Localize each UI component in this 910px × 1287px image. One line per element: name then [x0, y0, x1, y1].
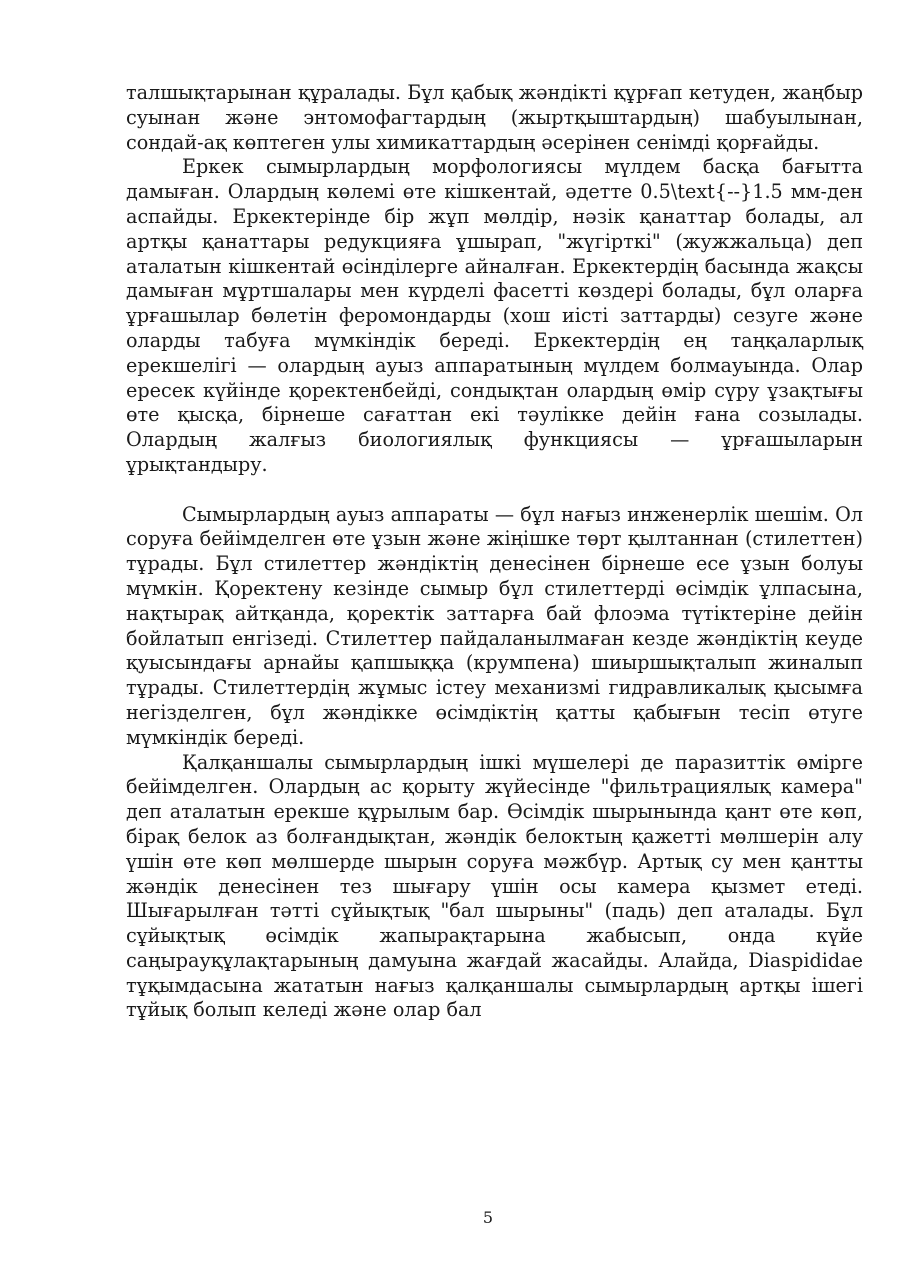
paragraph-gap: [126, 478, 863, 503]
paragraph-internal-organs: Қалқаншалы сымырлардың ішкі мүшелері де паразиттік өмірге бейімделген. Олардың ас қорыту жүйесінде "фильтрациялық камера" деп аталатын ерекше құрылым бар. Өсімдік шырынында қант өте көп, бірақ белок аз болғандықтан, жәндік белоктың қажетті мөлшерін алу үшін өте көп мөлшерде шырын соруға мәжбүр. Артық су мен қантты жәндік денесінен тез шығару үшін осы камера қызмет етеді. Шығарылған тәтті сұйықтық "бал шырыны" (падь) деп аталады. Бұл сұйықтық өсімдік жапырақтарына жабысып, онда күйе саңырауқұлақтарының дамуына жағдай жасайды. Алайда, Diaspididae тұқымдасына жататын нағыз қалқаншалы сымырлардың артқы ішегі тұйық болып келеді және олар бал: [126, 750, 863, 1022]
body-text: [126, 81, 863, 1023]
paragraph-continuation: талшықтарынан құралады. Бұл қабық жәндікті құрғап кетуден, жаңбыр суынан және энтомофагтардың (жыртқыштардың) шабуылынан, сондай-ақ көптеген улы химикаттардың әсерінен сенімді қорғайды.: [126, 81, 863, 154]
page-number: 5: [482, 1208, 494, 1227]
paragraph-male-morphology: Еркек сымырлардың морфологиясы мүлдем басқа бағытта дамыған. Олардың көлемі өте кішкентай, әдетте 0.5\text{--}1.5 мм-ден аспайды. Еркектерінде бір жұп мөлдір, нәзік қанаттар болады, ал артқы қанаттары редукцияға ұшырап, "жүгірткі" (жужжальца) деп аталатын кішкентай өсінділерге айналған. Еркектердің басында жақсы дамыған мұртшалары мен күрделі фасетті көздері болады, бұл оларға ұрғашылар бөлетін феромондарды (хош иісті заттарды) сезуге және оларды табуға мүмкіндік береді. Еркектердің ең таңқаларлық ерекшелігі — олардың ауыз аппаратының мүлдем болмауында. Олар ересек күйінде қоректенбейді, сондықтан олардың өмір сүру ұзақтығы өте қысқа, бірнеше сағаттан екі тәулікке дейін ғана созылады. Олардың жалғыз биологиялық функциясы — ұрғашыларын ұрықтандыру.: [126, 155, 863, 476]
paragraph-mouthparts: Сымырлардың ауыз аппараты — бұл нағыз инженерлік шешім. Ол соруға бейімделген өте ұзын және жіңішке төрт қылтаннан (стилеттен) тұрады. Бұл стилеттер жәндіктің денесінен бірнеше есе ұзын болуы мүмкін. Қоректену кезінде сымыр бұл стилеттерді өсімдік ұлпасына, нақтырақ айтқанда, қоректік заттарға бай флоэма түтіктеріне дейін бойлатып енгізеді. Стилеттер пайдаланылмаған кезде жәндіктің кеуде қуысындағы арнайы қапшыққа (крумпена) шиыршықталып жиналып тұрады. Стилеттердің жұмыс істеу механизмі гидравликалық қысымға негізделген, бұл жәндікке өсімдіктің қатты қабығын тесіп өтуге мүмкіндік береді.: [126, 502, 863, 749]
